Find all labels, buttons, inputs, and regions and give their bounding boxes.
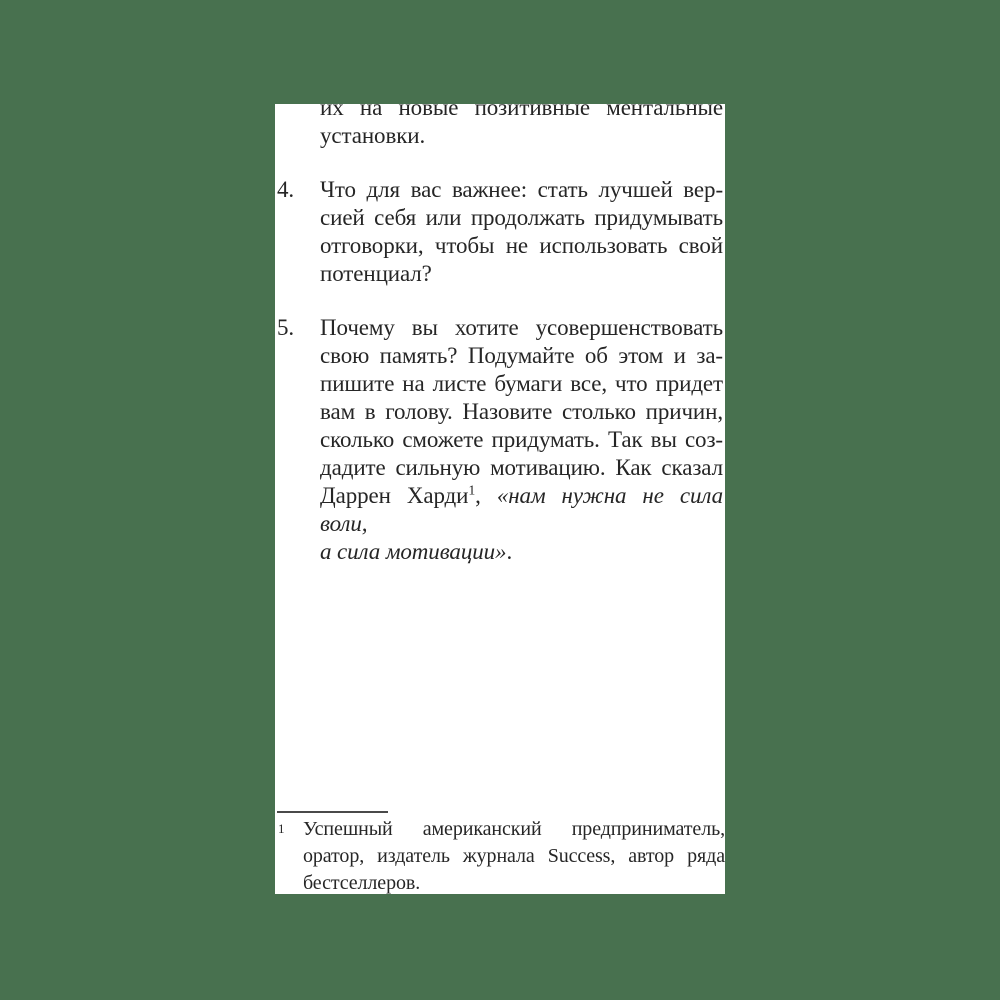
list-number: 4.: [277, 177, 295, 202]
footnote: [278, 816, 725, 894]
text-line: пишите на листе бумаги все, что придет: [320, 371, 723, 396]
quote-suffix: .: [506, 539, 513, 564]
text-line: сией себя или продолжать придумывать: [320, 205, 723, 230]
text-line: отговорки, чтобы не использовать свой: [320, 233, 723, 258]
paragraph-continuation: [320, 104, 723, 150]
text-line-quote: [320, 482, 723, 538]
footnote-line: Успешный американский предприниматель,: [303, 818, 725, 840]
book-page[interactable]: [275, 104, 725, 894]
text-line: свою память? Подумайте об этом и за-: [320, 343, 723, 368]
list-item-5: [277, 314, 723, 566]
text-line: дадите сильную мотивацию. Как сказал: [320, 455, 723, 480]
text-line: сколько сможете придумать. Так вы соз-: [320, 427, 723, 452]
text-line: вам в голову. Назовите столько причин,: [320, 399, 723, 424]
list-number: 5.: [277, 315, 295, 340]
text-line: их на новые позитивные ментальные: [320, 104, 723, 120]
text-line: установки.: [320, 123, 426, 148]
body-text: [277, 104, 723, 566]
text-line: Почему вы хотите усовершенствовать: [320, 315, 723, 340]
footnote-marker: 1: [278, 821, 285, 836]
quote-prefix: Даррен Харди: [320, 483, 469, 508]
quote-italic-text: а сила мотивации»: [320, 539, 507, 564]
list-item-4: [277, 176, 723, 288]
text-line: потенциал?: [320, 261, 432, 286]
quote-separator: ,: [475, 483, 497, 508]
text-line-quote-end: [320, 538, 723, 566]
footnote-reference[interactable]: 1: [468, 482, 476, 498]
footnote-line: бестселлеров.: [303, 872, 421, 894]
footnote-line: оратор, издатель журнала Success, автор ряда: [303, 845, 725, 867]
text-line: Что для вас важнее: стать лучшей вер-: [320, 177, 723, 202]
footnote-separator-rule: [277, 811, 388, 813]
quote-italic-text: «нам нужна не сила воли,: [320, 483, 723, 536]
